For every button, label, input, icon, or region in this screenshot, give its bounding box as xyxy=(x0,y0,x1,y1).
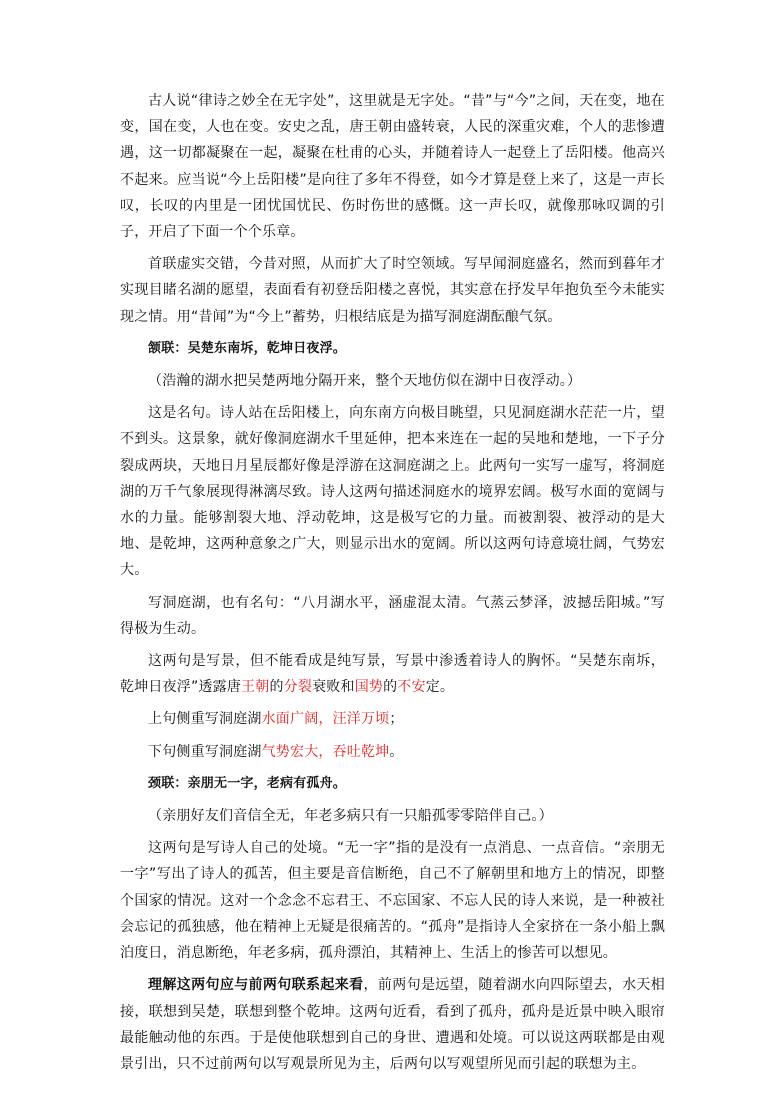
document-body xyxy=(120,88,665,1077)
p5-highlight-wangchao: 王朝 xyxy=(241,679,270,696)
paragraph-1: 古人说“律诗之妙全在无字处”，这里就是无字处。“昔”与“今”之间，天在变，地在变，国在变，人也在变。安史之乱，唐王朝由盛转衰，人民的深重灾难，个人的悲惨遭遇，这一切都凝聚在一起，凝聚在杜甫的心头，并随着诗人一起登上了岳阳楼。他高兴不起来。应当说“今上岳阳楼”是向往了多年不得登，如今才算是登上来了，这是一声长叹，长叹的内里是一团忧国忧民、伤时伤世的感慨。这一声长叹，就像那咏叹调的引子，开启了下面一个个乐章。 xyxy=(120,93,665,241)
p5-highlight-guoshi: 国势 xyxy=(354,679,384,696)
heading-jinglian: 颈联：亲朋无一字，老病有孤舟。 xyxy=(148,775,347,791)
paragraph-lower-line xyxy=(120,739,665,765)
paragraph-2: 首联虚实交错，今昔对照，从而扩大了时空领域。写早闻洞庭盛名，然而到暮年才实现目睹名湖的愿望，表面看有初登岳阳楼之喜悦，其实意在抒发早年抱负至今未能实现之情。用“昔闻”为“今上”蓄势，归根结底是为描写洞庭湖酝酿气氛。 xyxy=(120,256,665,325)
paragraph-7 xyxy=(120,972,665,1077)
upper-punct: ； xyxy=(389,711,404,728)
paragraph-upper-line xyxy=(120,706,665,732)
paragraph-jinglian-translation: （亲朋好友们音信全无，年老多病只有一只船孤零零陪伴自己。） xyxy=(148,808,553,825)
heading-hanlian: 颔联：吴楚东南坼，乾坤日夜浮。 xyxy=(148,340,347,356)
lower-text: 下句侧重写洞庭湖 xyxy=(148,743,262,760)
paragraph-hanlian-translation: （浩瀚的湖水把吴楚两地分隔开来，整个天地仿似在湖中日夜浮动。） xyxy=(148,373,582,390)
upper-text: 上句侧重写洞庭湖 xyxy=(148,711,262,728)
p7-bold-lead: 理解这两句应与前两句联系起来看 xyxy=(148,977,364,994)
p5-highlight-buan: 不安 xyxy=(397,679,426,696)
p5-text-i: 定。 xyxy=(425,679,455,696)
lower-highlight: 气势宏大，吞吐乾坤 xyxy=(261,743,390,760)
p5-text-e: 衰败和 xyxy=(312,679,355,696)
paragraph-4: 写洞庭湖，也有名句：“八月湖水平，涵虚混太清。气蒸云梦泽，波撼岳阳城。”写得极为生动。 xyxy=(120,594,665,637)
p7-text: ，前两句是远望，随着湖水向四际望去，水天相接，联想到吴楚，联想到整个乾坤。这两句近看，看到了孤舟，孤舟是近景中映入眼帘最能触动他的东西。于是使他联想到自己的身世、遭遇和处境。可以说这两联都是由观景引出，只不过前两句以写观景所见为主，后两句以写观望所见而引起的联想为主。 xyxy=(120,977,665,1072)
paragraph-3: 这是名句。诗人站在岳阳楼上，向东南方向极目眺望，只见洞庭湖水茫茫一片，望不到头。这景象，就好像洞庭湖水千里延伸，把本来连在一起的吴地和楚地，一下子分裂成两块，天地日月星辰都好像是浮游在这洞庭湖之上。此两句一实写一虚写，将洞庭湖的万千气象展现得淋漓尽致。诗人这两句描述洞庭水的境界宏阔。极写水面的宽阔与水的力量。能够割裂大地、浮动乾坤，这是极写它的力量。而被割裂、被浮动的是大地、是乾坤，这两种意象之广大，则显示出水的宽阔。所以这两句诗意境壮阔，气势宏大。 xyxy=(120,405,665,579)
lower-punct: 。 xyxy=(389,743,404,760)
p5-highlight-fenlie: 分裂 xyxy=(283,679,313,696)
p5-text-g: 的 xyxy=(383,679,398,696)
upper-highlight: 水面广阔，汪洋万顷 xyxy=(261,711,390,728)
paragraph-6: 这两句是写诗人自己的处境。“无一字”指的是没有一点消息、一点音信。“亲朋无一字”写出了诗人的孤苦，但主要是音信断绝，自己不了解朝里和地方上的情况，即整个国家的情况。这对一个念念不忘君王、不忘国家、不忘人民的诗人来说，是一种被社会忘记的孤独感，他在精神上无疑是很痛苦的。“孤舟”是指诗人全家挤在一条小船上飘泊度日，消息断绝，年老多病，孤舟漂泊，其精神上、生活上的惨苦可以想见。 xyxy=(120,840,665,962)
paragraph-5 xyxy=(120,648,665,700)
p5-text-a: 这两句是写景，但不能看成是纯写景，写景中渗透着诗人的胸怀。“吴楚东南坼，乾坤日夜浮”透露唐 xyxy=(120,653,665,696)
p5-text-c: 的 xyxy=(269,679,284,696)
